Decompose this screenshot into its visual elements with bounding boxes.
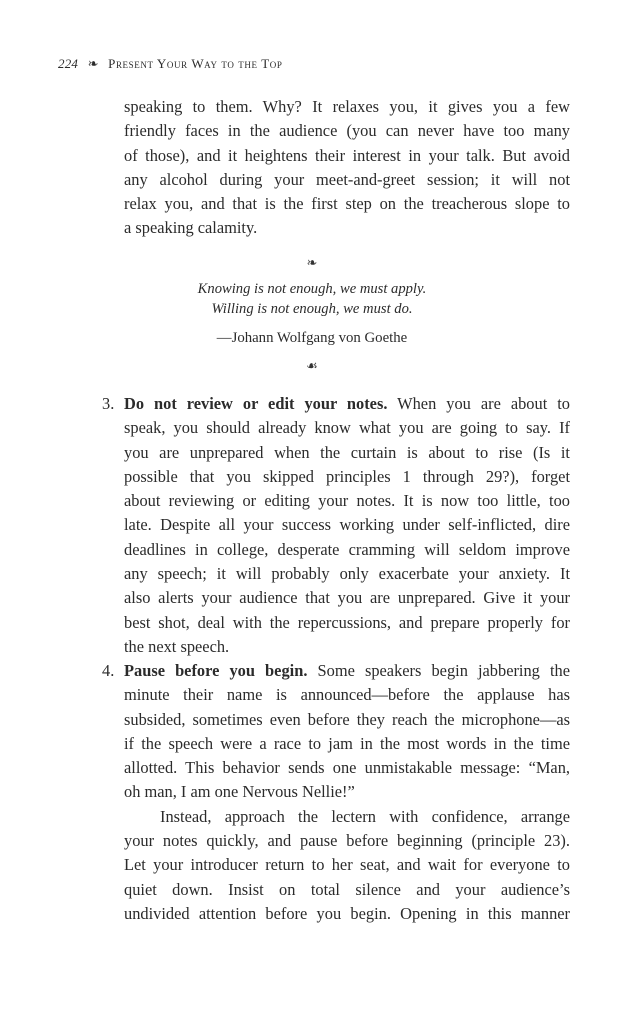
quote-line-2: Willing is not enough, we must do.	[211, 300, 413, 317]
text-line: late. Despite all your success working under self-inflicted, dire	[124, 515, 570, 535]
list-number: 4.	[102, 661, 115, 680]
quote-line-1: Knowing is not enough, we must apply.	[197, 281, 427, 297]
text-line: subsided, sometimes even before they reach the microphone—as	[124, 709, 570, 729]
item-heading: Pause before you begin.	[124, 661, 308, 680]
text-line: undivided attention before you begin. Opening in this manner	[124, 903, 570, 923]
ornament-bottom-icon: ☙	[306, 358, 318, 373]
text-line: When you are about to	[387, 394, 570, 413]
text-line: of those), and it heightens their interest in your talk. But avoid	[124, 145, 570, 165]
text-line: quiet down. Insist on total silence and your audience’s	[124, 879, 570, 899]
text-line: relax you, and that is the first step on the treacherous slope to	[124, 194, 570, 214]
text-line: your notes quickly, and pause before beginning (principle 23).	[124, 831, 570, 851]
item-heading: Do not review or edit your notes.	[124, 394, 388, 413]
list-item-4	[102, 659, 570, 926]
text-line: possible that you skipped principles 1 through 29?), forget	[124, 466, 570, 486]
list-number: 3.	[102, 394, 115, 413]
text-line: deadlines in college, desperate cramming will seldom improve	[124, 539, 570, 559]
text-line: also alerts your audience that you are unprepared. Give it your	[124, 588, 570, 608]
opening-paragraph	[124, 95, 570, 241]
text-line: Instead, approach the lectern with confidence, arrange	[160, 806, 570, 826]
quote-attribution: —Johann Wolfgang von Goethe	[216, 330, 408, 346]
text-line: best shot, deal with the repercussions, and prepare properly for	[124, 612, 570, 632]
text-line: a speaking calamity.	[124, 218, 258, 238]
text-line: the next speech.	[124, 636, 230, 656]
running-title: Present Your Way to the Top	[108, 56, 283, 71]
list-item-3	[102, 392, 570, 659]
fleuron-icon: ❧	[87, 56, 99, 71]
text-line: minute their name is announced—before the applause has	[124, 685, 570, 705]
text-line: Let your introducer return to her seat, and wait for everyone to	[124, 855, 570, 875]
text-line: speak, you should already know what you are going to say. If	[124, 418, 570, 438]
ornament-top-icon: ❧	[306, 255, 318, 270]
running-header	[58, 56, 282, 72]
text-line: about reviewing or editing your notes. It is now too little, too	[124, 491, 570, 511]
text-line: any speech; it will probably only exacerbate your anxiety. It	[124, 564, 570, 584]
text-line: Some speakers begin jabbering the	[307, 661, 570, 680]
text-line: friendly faces in the audience (you can never have too many	[124, 121, 570, 141]
page-number: 224	[58, 56, 79, 71]
text-line: you are unprepared when the curtain is about to rise (Is it	[124, 442, 570, 462]
text-line: if the speech were a race to jam in the most words in the time	[124, 733, 570, 753]
text-line: any alcohol during your meet-and-greet session; it will not	[124, 169, 570, 189]
text-line: speaking to them. Why? It relaxes you, it gives you a few	[124, 97, 570, 116]
text-line: allotted. This behavior sends one unmistakable message: “Man,	[124, 758, 570, 778]
text-line: oh man, I am one Nervous Nellie!”	[124, 782, 355, 802]
epigraph-quote	[0, 280, 624, 349]
